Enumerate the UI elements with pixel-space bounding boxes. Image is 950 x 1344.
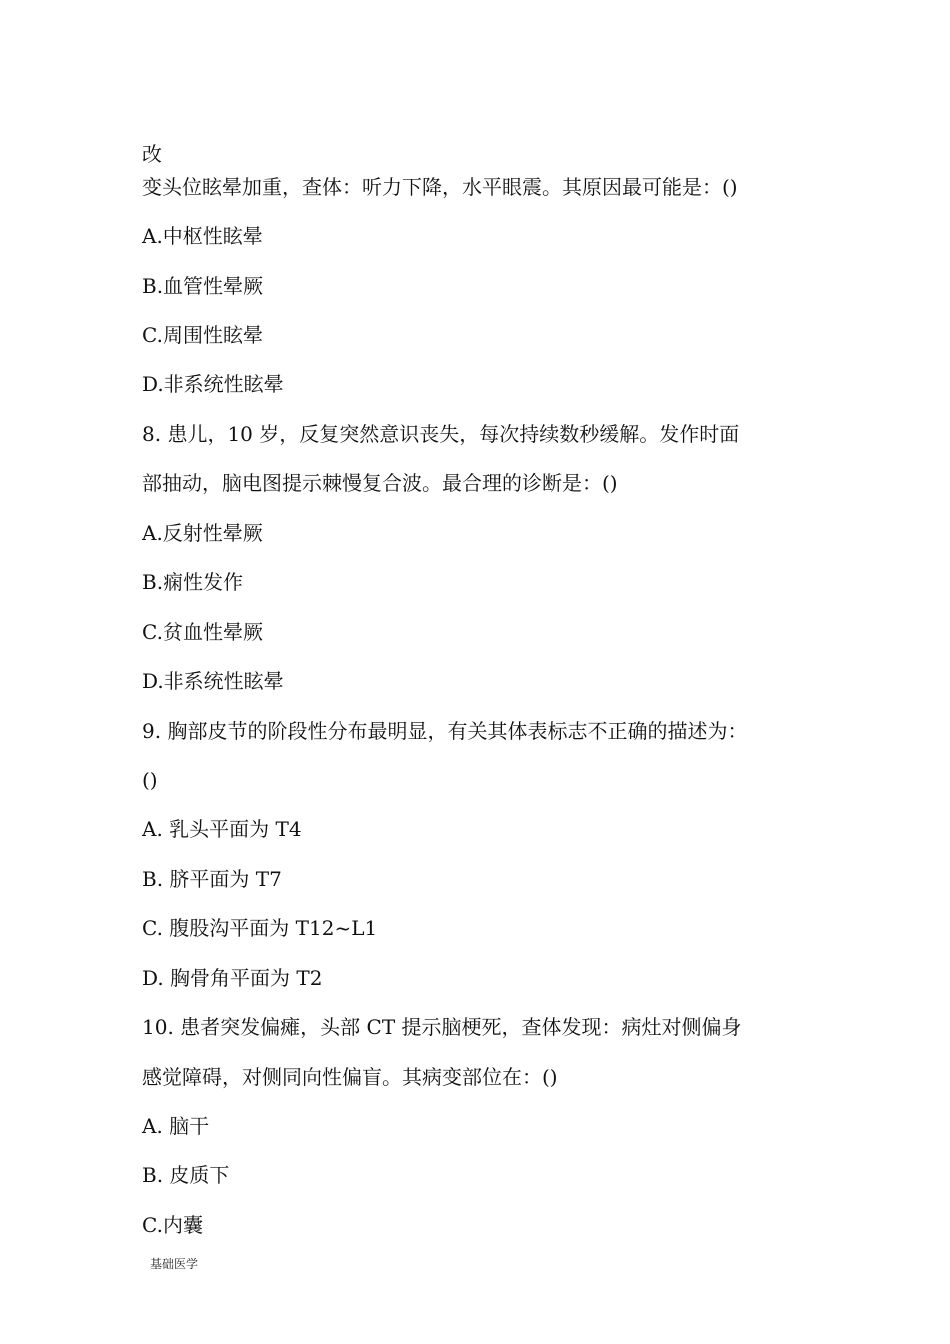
option-b: B.痫性发作 [142,570,244,594]
option-d: D. 胸骨角平面为 T2 [142,966,323,990]
option-d: D.非系统性眩晕 [142,372,284,396]
text-line: 改 [142,142,162,166]
option-b: B. 皮质下 [142,1163,230,1187]
option-c: C. 腹股沟平面为 T12~L1 [142,916,378,940]
option-a: A.中枢性眩晕 [142,224,263,248]
option-a: A. 脑干 [142,1114,210,1138]
question-10-text-cont: 感觉障碍，对侧同向性偏盲。其病变部位在：() [142,1065,558,1089]
question-7-text: 变头位眩晕加重，查体：听力下降，水平眼震。其原因最可能是：() [142,175,738,199]
option-c: C.贫血性晕厥 [142,620,263,644]
option-b: B. 脐平面为 T7 [142,867,282,891]
option-c: C.周围性眩晕 [142,323,263,347]
option-a: A. 乳头平面为 T4 [142,817,302,841]
option-b: B.血管性晕厥 [142,274,264,298]
option-c: C.内囊 [142,1213,203,1237]
question-8-text-cont: 部抽动，脑电图提示棘慢复合波。最合理的诊断是：() [142,471,618,495]
question-8-text: 8. 患儿，10 岁，反复突然意识丧失，每次持续数秒缓解。发作时面 [142,422,740,446]
question-9-text: 9. 胸部皮节的阶段性分布最明显，有关其体表标志不正确的描述为： [142,719,748,743]
question-9-text-cont: () [142,768,158,792]
question-10-text: 10. 患者突发偏瘫，头部 CT 提示脑梗死，查体发现：病灶对侧偏身 [142,1015,742,1039]
option-d: D.非系统性眩晕 [142,669,284,693]
page-footer: 基础医学 [150,1257,199,1271]
option-a: A.反射性晕厥 [142,521,263,545]
